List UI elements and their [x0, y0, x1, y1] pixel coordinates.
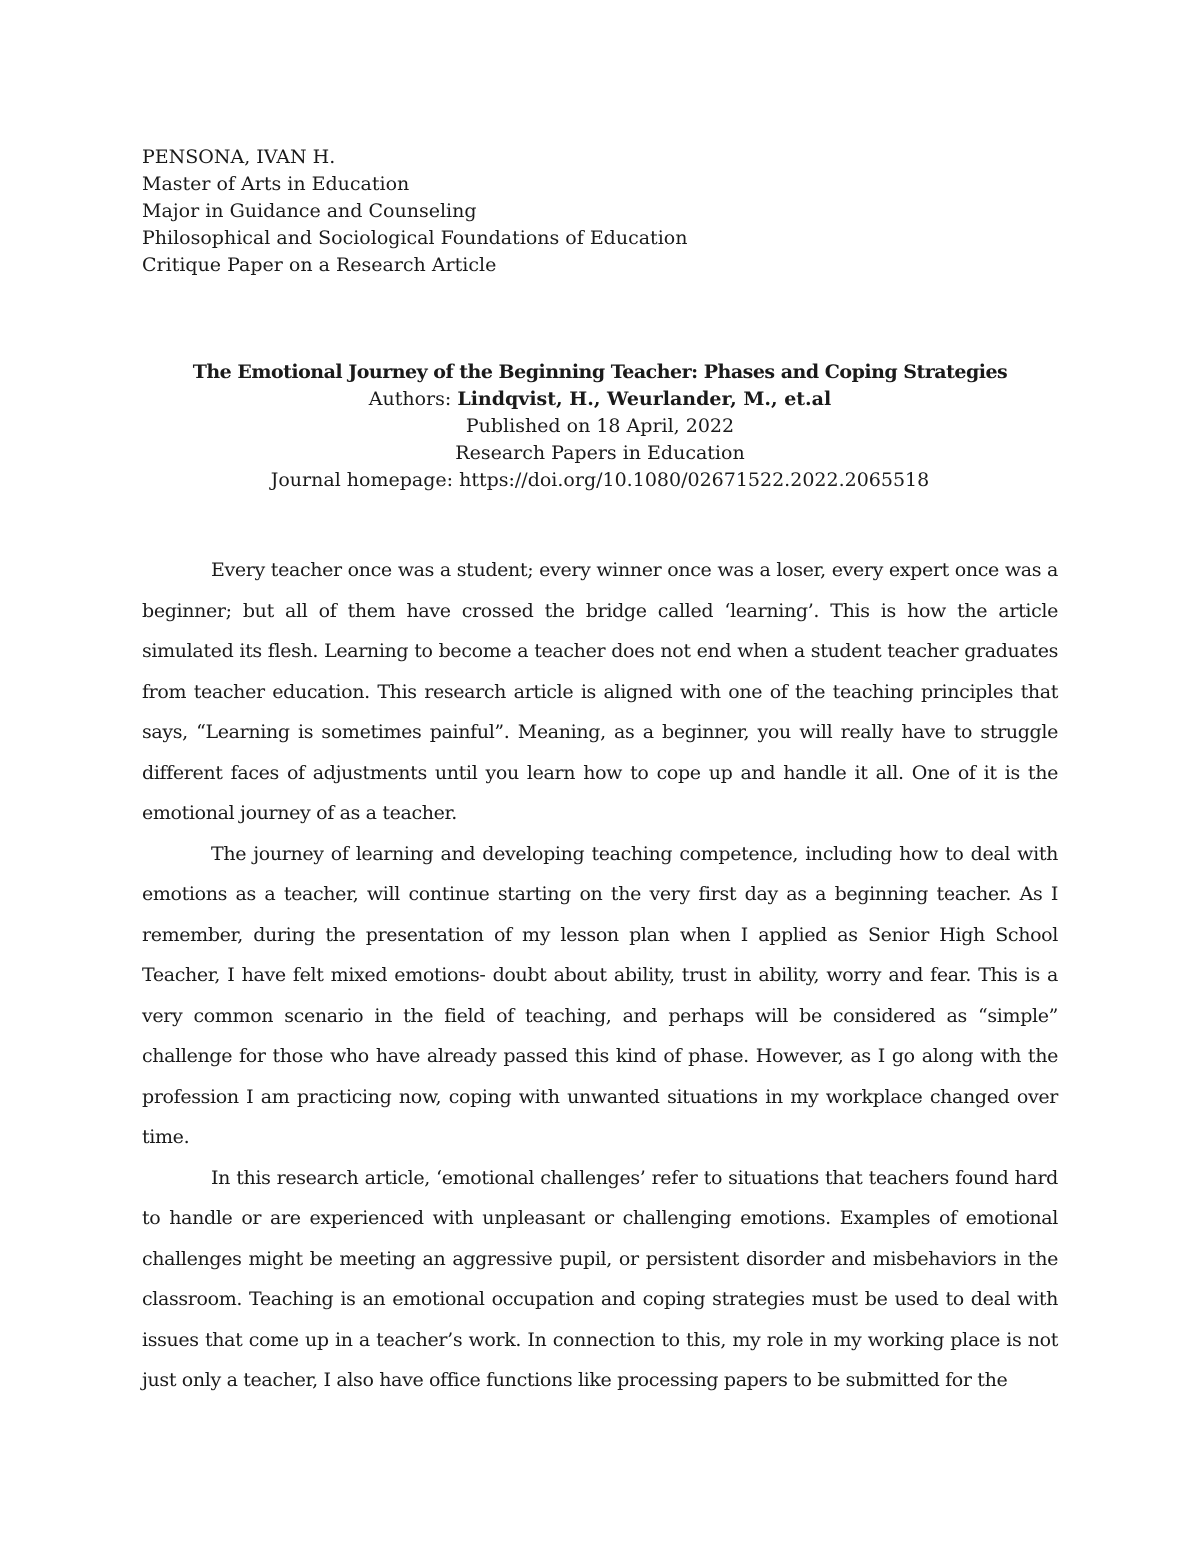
article-title: The Emotional Journey of the Beginning Teacher: Phases and Coping Strategies [192, 361, 1008, 383]
author-name: PENSONA, IVAN H. [142, 146, 336, 168]
paragraph-2: The journey of learning and developing teaching competence, including how to deal with emotions as a teacher, will continue starting on the very first day as a beginning teacher. As I remember, during the presentation of my lesson plan when I applied as Senior High School Teacher, I have felt mixed emotions- doubt about ability, trust in ability, worry and fear. This is a very common scenario in the field of teaching, and perhaps will be considered as “simple” challenge for those who have already passed this kind of phase. However, as I go along with the profession I am practicing now, coping with unwanted situations in my workplace changed over time. [142, 842, 1058, 1148]
degree-line: Master of Arts in Education [142, 173, 410, 195]
article-info [142, 359, 1058, 494]
paper-type-line: Critique Paper on a Research Article [142, 254, 497, 276]
homepage-line: Journal homepage: https://doi.org/10.1080/02671522.2022.2065518 [270, 469, 930, 491]
paragraph-1: Every teacher once was a student; every winner once was a loser, every expert once was a beginner; but all of them have crossed the bridge called ‘learning’. This is how the article simulated its flesh. Learning to become a teacher does not end when a student teacher graduates from teacher education. This research article is aligned with one of the teaching principles that says, “Learning is sometimes painful”. Meaning, as a beginner, you will really have to struggle different faces of adjustments until you learn how to cope up and handle it all. One of it is the emotional journey of as a teacher. [142, 559, 1058, 824]
student-header [142, 144, 687, 279]
paragraph-3: In this research article, ‘emotional challenges’ refer to situations that teachers found hard to handle or are experienced with unpleasant or challenging emotions. Examples of emotional challenges might be meeting an aggressive pupil, or persistent disorder and misbehaviors in the classroom. Teaching is an emotional occupation and coping strategies must be used to deal with issues that come up in a teacher’s work. In connection to this, my role in my working place is not just only a teacher, I also have office functions like processing papers to be submitted for the [142, 1166, 1058, 1391]
authors-names: Lindqvist, H., Weurlander, M., et.al [457, 388, 832, 410]
course-line: Philosophical and Sociological Foundations of Education [142, 227, 688, 249]
published-line: Published on 18 April, 2022 [465, 415, 735, 437]
journal-line: Research Papers in Education [455, 442, 745, 464]
authors-line [142, 386, 1058, 413]
critique-body [142, 550, 1058, 1401]
major-line: Major in Guidance and Counseling [142, 200, 477, 222]
authors-label: Authors: [368, 388, 458, 410]
